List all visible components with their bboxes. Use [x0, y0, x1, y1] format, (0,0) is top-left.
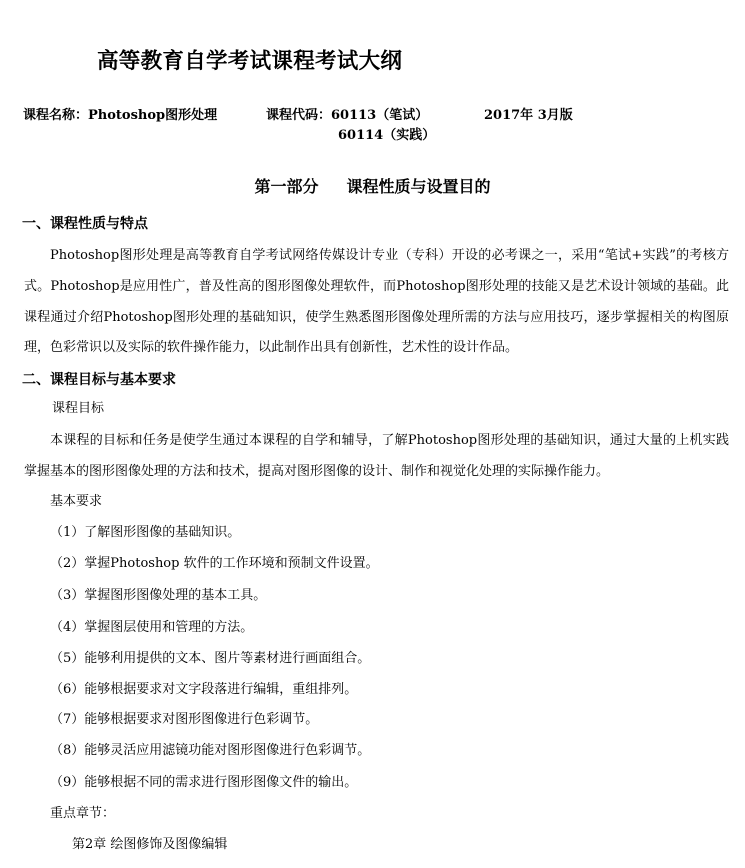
course-name: 课程名称：Photoshop图形处理	[23, 108, 218, 123]
requirement-item: （9）能够根据不同的需求进行图形图像文件的输出。	[50, 775, 358, 790]
requirement-item: （7）能够根据要求对图形图像进行色彩调节。	[50, 712, 319, 727]
section-heading-2: 二、课程目标与基本要求	[22, 372, 176, 388]
part-title: 课程性质与设置目的	[346, 177, 491, 196]
requirement-item: （1）了解图形图像的基础知识。	[50, 525, 241, 540]
key-chapter-item: 第2章 绘图修饰及图像编辑	[72, 837, 228, 852]
goal-paragraph: 本课程的目标和任务是使学生通过本课程的自学和辅导，了解Photoshop图形处理的基础知识，通过大量的上机实践掌握基本的图形图像处理的方法和技术，提高对图形图像的设计、制作和视觉化处理的实际操作能力。	[24, 433, 729, 479]
requirement-item: （4）掌握图层使用和管理的方法。	[50, 620, 254, 635]
edition: 2017年 3月版	[484, 108, 573, 123]
requirements-label: 基本要求	[50, 494, 103, 509]
goal-label: 课程目标	[52, 401, 105, 416]
requirement-item: （3）掌握图形图像处理的基本工具。	[50, 588, 267, 603]
document-title: 高等教育自学考试课程考试大纲	[97, 49, 403, 74]
key-chapters-label: 重点章节：	[50, 806, 116, 821]
course-code-practice: 60114（实践）	[338, 128, 436, 143]
section-1-paragraph: Photoshop图形处理是高等教育自学考试网络传媒设计专业（专科）开设的必考课之一，采用“笔试+实践”的考核方式。Photoshop是应用性广，普及性高的图形图像处理软件，而Photoshop图形处理的技能又是艺术设计领域的基础。此课程通过介绍Photoshop图形处理的基础知识，使学生熟悉图形图像处理所需的方法与应用技巧，逐步掌握相关的构图原理，色彩常识以及实际的软件操作能力，以此制作出具有创新性，艺术性的设计作品。	[24, 248, 729, 356]
requirement-item: （6）能够根据要求对文字段落进行编辑，重组排列。	[50, 682, 358, 697]
requirement-item: （5）能够利用提供的文本、图片等素材进行画面组合。	[50, 651, 371, 666]
section-heading-1: 一、课程性质与特点	[22, 216, 148, 232]
requirement-item: （8）能够灵活应用滤镜功能对图形图像进行色彩调节。	[50, 743, 371, 758]
part-label: 第一部分	[254, 177, 319, 196]
course-code: 课程代码：60113（笔试）	[266, 108, 429, 123]
part-heading	[0, 174, 745, 197]
requirement-item: （2）掌握Photoshop 软件的工作环境和预制文件设置。	[50, 556, 379, 571]
